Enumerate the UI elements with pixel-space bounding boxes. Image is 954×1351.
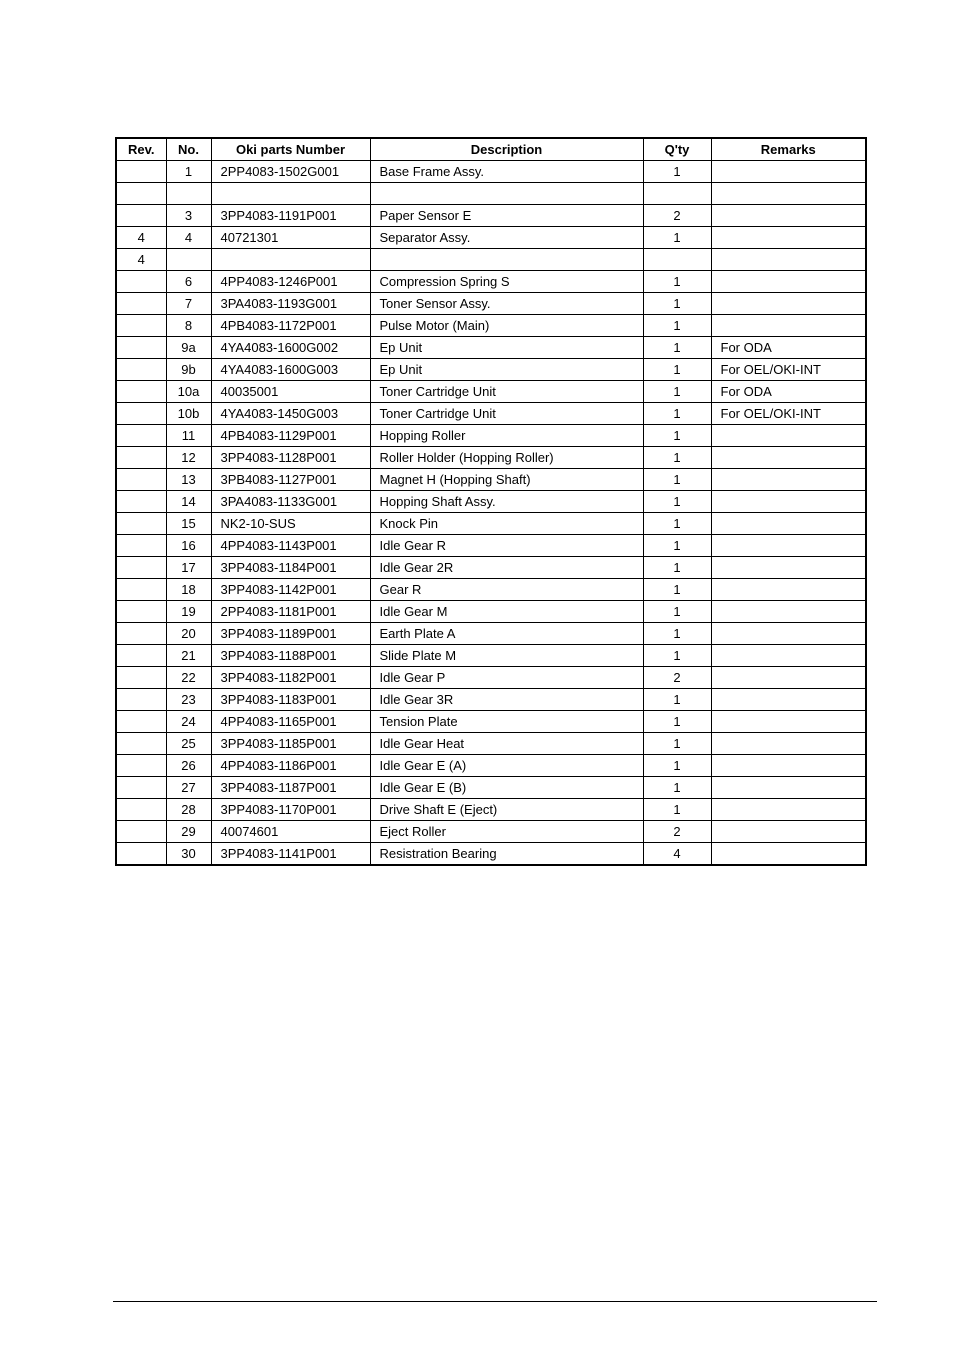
cell-no: 17	[166, 556, 211, 578]
table-row	[116, 358, 866, 380]
cell-qty: 1	[643, 424, 711, 446]
parts-table-body	[116, 161, 866, 865]
cell-remarks	[711, 754, 866, 776]
table-row	[116, 644, 866, 666]
cell-remarks	[711, 183, 866, 205]
cell-remarks	[711, 534, 866, 556]
cell-description: Separator Assy.	[370, 226, 643, 248]
table-row	[116, 622, 866, 644]
cell-part-number: 4YA4083-1450G003	[211, 402, 370, 424]
cell-remarks	[711, 600, 866, 622]
table-row	[116, 446, 866, 468]
cell-qty: 2	[643, 204, 711, 226]
cell-remarks	[711, 248, 866, 270]
cell-rev: 4	[116, 248, 166, 270]
cell-rev: 4	[116, 226, 166, 248]
table-row	[116, 248, 866, 270]
cell-description: Idle Gear E (A)	[370, 754, 643, 776]
cell-remarks	[711, 314, 866, 336]
cell-no: 7	[166, 292, 211, 314]
cell-part-number: 3PA4083-1193G001	[211, 292, 370, 314]
cell-no: 25	[166, 732, 211, 754]
table-row	[116, 512, 866, 534]
cell-qty: 1	[643, 578, 711, 600]
cell-description: Resistration Bearing	[370, 842, 643, 865]
cell-no	[166, 183, 211, 205]
cell-description	[370, 183, 643, 205]
cell-no: 1	[166, 161, 211, 183]
cell-rev	[116, 204, 166, 226]
table-row	[116, 336, 866, 358]
cell-qty: 1	[643, 710, 711, 732]
cell-part-number: 4PP4083-1186P001	[211, 754, 370, 776]
cell-qty: 1	[643, 446, 711, 468]
cell-part-number: 3PP4083-1128P001	[211, 446, 370, 468]
cell-qty: 1	[643, 292, 711, 314]
cell-rev	[116, 336, 166, 358]
cell-part-number: 4PB4083-1172P001	[211, 314, 370, 336]
cell-remarks	[711, 622, 866, 644]
cell-rev	[116, 622, 166, 644]
cell-rev	[116, 490, 166, 512]
cell-remarks	[711, 820, 866, 842]
cell-description: Hopping Roller	[370, 424, 643, 446]
cell-no: 12	[166, 446, 211, 468]
cell-no: 30	[166, 842, 211, 865]
cell-rev	[116, 402, 166, 424]
cell-description: Idle Gear M	[370, 600, 643, 622]
cell-qty: 1	[643, 600, 711, 622]
cell-rev	[116, 710, 166, 732]
cell-rev	[116, 820, 166, 842]
cell-part-number: 3PP4083-1189P001	[211, 622, 370, 644]
cell-description: Drive Shaft E (Eject)	[370, 798, 643, 820]
header-part-number: Oki parts Number	[211, 138, 370, 161]
cell-rev	[116, 600, 166, 622]
cell-rev	[116, 270, 166, 292]
cell-part-number: 3PP4083-1185P001	[211, 732, 370, 754]
cell-part-number: 4PB4083-1129P001	[211, 424, 370, 446]
cell-no: 28	[166, 798, 211, 820]
cell-part-number: 3PP4083-1182P001	[211, 666, 370, 688]
cell-description: Toner Cartridge Unit	[370, 402, 643, 424]
table-row	[116, 226, 866, 248]
header-rev: Rev.	[116, 138, 166, 161]
cell-qty: 1	[643, 314, 711, 336]
cell-no: 13	[166, 468, 211, 490]
cell-part-number: 40074601	[211, 820, 370, 842]
cell-no: 26	[166, 754, 211, 776]
parts-table-header	[116, 138, 866, 161]
cell-qty: 1	[643, 512, 711, 534]
cell-description: Idle Gear Heat	[370, 732, 643, 754]
cell-description: Base Frame Assy.	[370, 161, 643, 183]
cell-qty: 2	[643, 820, 711, 842]
cell-remarks	[711, 161, 866, 183]
cell-rev	[116, 512, 166, 534]
cell-part-number: 4YA4083-1600G003	[211, 358, 370, 380]
cell-no: 20	[166, 622, 211, 644]
cell-qty: 4	[643, 842, 711, 865]
table-row	[116, 161, 866, 183]
header-remarks: Remarks	[711, 138, 866, 161]
cell-part-number: 3PP4083-1141P001	[211, 842, 370, 865]
cell-no: 10a	[166, 380, 211, 402]
cell-no: 9b	[166, 358, 211, 380]
cell-qty: 1	[643, 754, 711, 776]
cell-no: 4	[166, 226, 211, 248]
cell-part-number: 2PP4083-1181P001	[211, 600, 370, 622]
cell-description: Ep Unit	[370, 336, 643, 358]
cell-part-number: NK2-10-SUS	[211, 512, 370, 534]
table-row	[116, 314, 866, 336]
cell-qty: 1	[643, 688, 711, 710]
table-row	[116, 842, 866, 865]
cell-rev	[116, 842, 166, 865]
parts-list-table	[115, 137, 867, 866]
cell-remarks	[711, 204, 866, 226]
table-row	[116, 534, 866, 556]
cell-no: 3	[166, 204, 211, 226]
cell-no: 22	[166, 666, 211, 688]
cell-description: Roller Holder (Hopping Roller)	[370, 446, 643, 468]
cell-qty: 1	[643, 644, 711, 666]
cell-rev	[116, 666, 166, 688]
cell-remarks	[711, 270, 866, 292]
table-row	[116, 183, 866, 205]
cell-part-number: 2PP4083-1502G001	[211, 161, 370, 183]
cell-rev	[116, 556, 166, 578]
cell-remarks	[711, 292, 866, 314]
cell-qty: 2	[643, 666, 711, 688]
cell-qty: 1	[643, 556, 711, 578]
cell-qty: 1	[643, 468, 711, 490]
cell-remarks	[711, 424, 866, 446]
cell-part-number: 40721301	[211, 226, 370, 248]
cell-part-number: 40035001	[211, 380, 370, 402]
cell-rev	[116, 798, 166, 820]
cell-description: Pulse Motor (Main)	[370, 314, 643, 336]
cell-remarks	[711, 798, 866, 820]
cell-description: Tension Plate	[370, 710, 643, 732]
cell-description: Idle Gear E (B)	[370, 776, 643, 798]
table-row	[116, 402, 866, 424]
cell-description: Slide Plate M	[370, 644, 643, 666]
cell-qty: 1	[643, 161, 711, 183]
cell-part-number: 3PP4083-1191P001	[211, 204, 370, 226]
table-row	[116, 380, 866, 402]
cell-remarks	[711, 688, 866, 710]
cell-qty: 1	[643, 270, 711, 292]
cell-description: Idle Gear 2R	[370, 556, 643, 578]
cell-description: Paper Sensor E	[370, 204, 643, 226]
cell-remarks	[711, 666, 866, 688]
cell-rev	[116, 534, 166, 556]
cell-description: Earth Plate A	[370, 622, 643, 644]
cell-rev	[116, 578, 166, 600]
cell-qty: 1	[643, 534, 711, 556]
cell-no: 18	[166, 578, 211, 600]
cell-no: 27	[166, 776, 211, 798]
header-qty: Q'ty	[643, 138, 711, 161]
cell-part-number: 4PP4083-1246P001	[211, 270, 370, 292]
cell-no: 6	[166, 270, 211, 292]
cell-no: 8	[166, 314, 211, 336]
table-row	[116, 270, 866, 292]
cell-part-number: 4YA4083-1600G002	[211, 336, 370, 358]
cell-part-number: 3PP4083-1170P001	[211, 798, 370, 820]
cell-qty: 1	[643, 732, 711, 754]
cell-part-number	[211, 248, 370, 270]
cell-description: Idle Gear P	[370, 666, 643, 688]
cell-part-number	[211, 183, 370, 205]
table-row	[116, 578, 866, 600]
cell-qty	[643, 183, 711, 205]
cell-remarks: For OEL/OKI-INT	[711, 402, 866, 424]
table-row	[116, 292, 866, 314]
cell-rev	[116, 314, 166, 336]
cell-remarks	[711, 468, 866, 490]
cell-part-number: 3PP4083-1184P001	[211, 556, 370, 578]
cell-rev	[116, 380, 166, 402]
cell-qty: 1	[643, 776, 711, 798]
cell-remarks	[711, 842, 866, 865]
cell-part-number: 3PA4083-1133G001	[211, 490, 370, 512]
header-no: No.	[166, 138, 211, 161]
cell-qty: 1	[643, 380, 711, 402]
cell-rev	[116, 644, 166, 666]
cell-no: 11	[166, 424, 211, 446]
table-row	[116, 204, 866, 226]
cell-no	[166, 248, 211, 270]
cell-rev	[116, 732, 166, 754]
table-row	[116, 776, 866, 798]
cell-no: 10b	[166, 402, 211, 424]
cell-part-number: 3PP4083-1188P001	[211, 644, 370, 666]
cell-remarks: For OEL/OKI-INT	[711, 358, 866, 380]
table-row	[116, 798, 866, 820]
cell-rev	[116, 292, 166, 314]
table-row	[116, 600, 866, 622]
cell-no: 29	[166, 820, 211, 842]
cell-rev	[116, 161, 166, 183]
cell-rev	[116, 446, 166, 468]
table-row	[116, 556, 866, 578]
cell-description: Toner Sensor Assy.	[370, 292, 643, 314]
cell-rev	[116, 183, 166, 205]
cell-part-number: 4PP4083-1143P001	[211, 534, 370, 556]
cell-part-number: 4PP4083-1165P001	[211, 710, 370, 732]
cell-remarks: For ODA	[711, 380, 866, 402]
table-row	[116, 710, 866, 732]
cell-description: Ep Unit	[370, 358, 643, 380]
cell-rev	[116, 358, 166, 380]
cell-qty: 1	[643, 798, 711, 820]
cell-no: 24	[166, 710, 211, 732]
cell-remarks: For ODA	[711, 336, 866, 358]
cell-no: 9a	[166, 336, 211, 358]
table-row	[116, 666, 866, 688]
cell-no: 19	[166, 600, 211, 622]
cell-description: Knock Pin	[370, 512, 643, 534]
cell-rev	[116, 754, 166, 776]
cell-description: Idle Gear 3R	[370, 688, 643, 710]
cell-no: 14	[166, 490, 211, 512]
cell-part-number: 3PP4083-1187P001	[211, 776, 370, 798]
cell-no: 16	[166, 534, 211, 556]
cell-description: Compression Spring S	[370, 270, 643, 292]
cell-part-number: 3PP4083-1183P001	[211, 688, 370, 710]
cell-no: 15	[166, 512, 211, 534]
cell-remarks	[711, 776, 866, 798]
cell-description: Hopping Shaft Assy.	[370, 490, 643, 512]
table-row	[116, 754, 866, 776]
cell-qty: 1	[643, 336, 711, 358]
cell-remarks	[711, 556, 866, 578]
cell-remarks	[711, 512, 866, 534]
cell-qty: 1	[643, 402, 711, 424]
cell-remarks	[711, 644, 866, 666]
cell-description: Gear R	[370, 578, 643, 600]
cell-qty: 1	[643, 358, 711, 380]
cell-description: Magnet H (Hopping Shaft)	[370, 468, 643, 490]
cell-qty: 1	[643, 226, 711, 248]
cell-remarks	[711, 490, 866, 512]
cell-remarks	[711, 732, 866, 754]
cell-rev	[116, 424, 166, 446]
table-row	[116, 468, 866, 490]
cell-qty: 1	[643, 622, 711, 644]
table-row	[116, 820, 866, 842]
cell-remarks	[711, 578, 866, 600]
cell-no: 23	[166, 688, 211, 710]
cell-part-number: 3PP4083-1142P001	[211, 578, 370, 600]
cell-part-number: 3PB4083-1127P001	[211, 468, 370, 490]
cell-rev	[116, 468, 166, 490]
cell-rev	[116, 776, 166, 798]
footer-divider	[113, 1301, 877, 1302]
header-row	[116, 138, 866, 161]
cell-remarks	[711, 446, 866, 468]
cell-description	[370, 248, 643, 270]
cell-description: Idle Gear R	[370, 534, 643, 556]
cell-qty: 1	[643, 490, 711, 512]
cell-remarks	[711, 226, 866, 248]
cell-description: Toner Cartridge Unit	[370, 380, 643, 402]
table-row	[116, 732, 866, 754]
cell-rev	[116, 688, 166, 710]
table-row	[116, 688, 866, 710]
cell-description: Eject Roller	[370, 820, 643, 842]
cell-qty	[643, 248, 711, 270]
cell-remarks	[711, 710, 866, 732]
table-row	[116, 490, 866, 512]
header-description: Description	[370, 138, 643, 161]
table-row	[116, 424, 866, 446]
cell-no: 21	[166, 644, 211, 666]
